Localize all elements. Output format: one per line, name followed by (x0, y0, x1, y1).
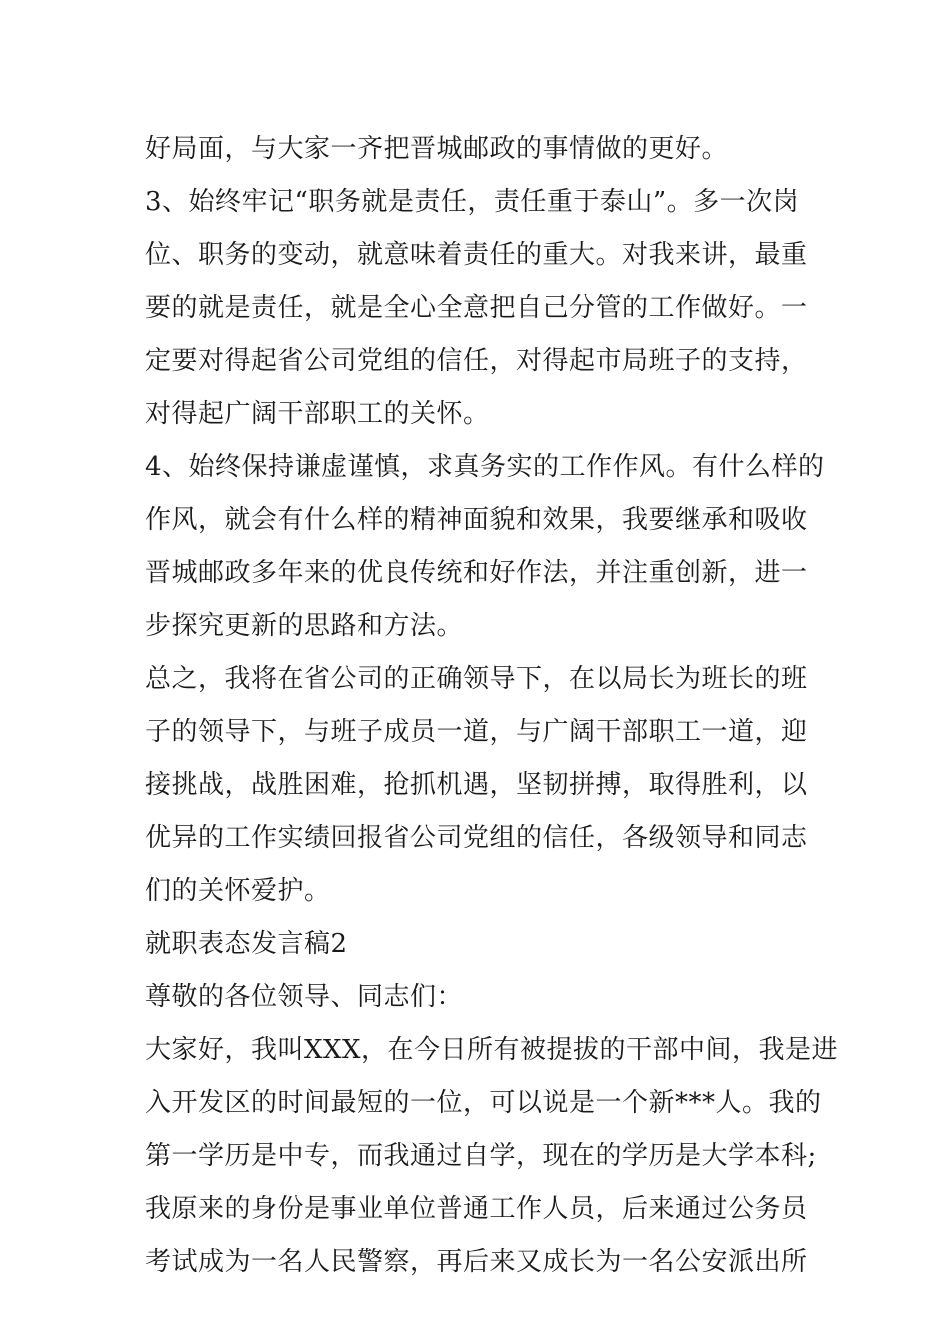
text-line: 4、始终保持谦虚谨慎，求真务实的工作作风。有什么样的 (145, 452, 825, 482)
text-line: 定要对得起省公司党组的信任，对得起市局班子的支持， (145, 346, 808, 376)
text-line: 步探究更新的思路和方法。 (145, 611, 464, 641)
text-line: 入开发区的时间最短的一位，可以说是一个新***人。我的 (145, 1088, 822, 1118)
text-line: 3、始终牢记“职务就是责任，责任重于泰山”。多一次岗 (145, 187, 800, 217)
text-line: 优异的工作实绩回报省公司党组的信任，各级领导和同志 (145, 823, 808, 853)
text-line: 作风，就会有什么样的精神面貌和效果，我要继承和吸收 (145, 505, 808, 535)
text-line: 们的关怀爱护。 (145, 876, 331, 906)
text-line: 位、职务的变动，就意味着责任的重大。对我来讲，最重 (145, 240, 808, 270)
text-line: 好局面，与大家一齐把晋城邮政的事情做的更好。 (145, 134, 729, 164)
text-line: 第一学历是中专，而我通过自学，现在的学历是大学本科; (145, 1141, 817, 1171)
text-line: 要的就是责任，就是全心全意把自己分管的工作做好。一 (145, 293, 808, 323)
section-heading: 就职表态发言稿2 (145, 929, 348, 959)
text-line: 考试成为一名人民警察，再后来又成长为一名公安派出所 (145, 1247, 808, 1277)
text-line: 接挑战，战胜困难，抢抓机遇，坚韧拼搏，取得胜利，以 (145, 770, 808, 800)
document-page (145, 123, 839, 1289)
text-line: 总之，我将在省公司的正确领导下，在以局长为班长的班 (145, 664, 808, 694)
text-line: 对得起广阔干部职工的关怀。 (145, 399, 490, 429)
salutation: 尊敬的各位领导、同志们： (145, 982, 464, 1012)
text-line: 我原来的身份是事业单位普通工作人员，后来通过公务员 (145, 1194, 808, 1224)
text-line: 子的领导下，与班子成员一道，与广阔干部职工一道，迎 (145, 717, 808, 747)
text-line: 晋城邮政多年来的优良传统和好作法，并注重创新，进一 (145, 558, 808, 588)
text-line: 大家好，我叫XXX，在今日所有被提拔的干部中间，我是进 (145, 1035, 839, 1065)
